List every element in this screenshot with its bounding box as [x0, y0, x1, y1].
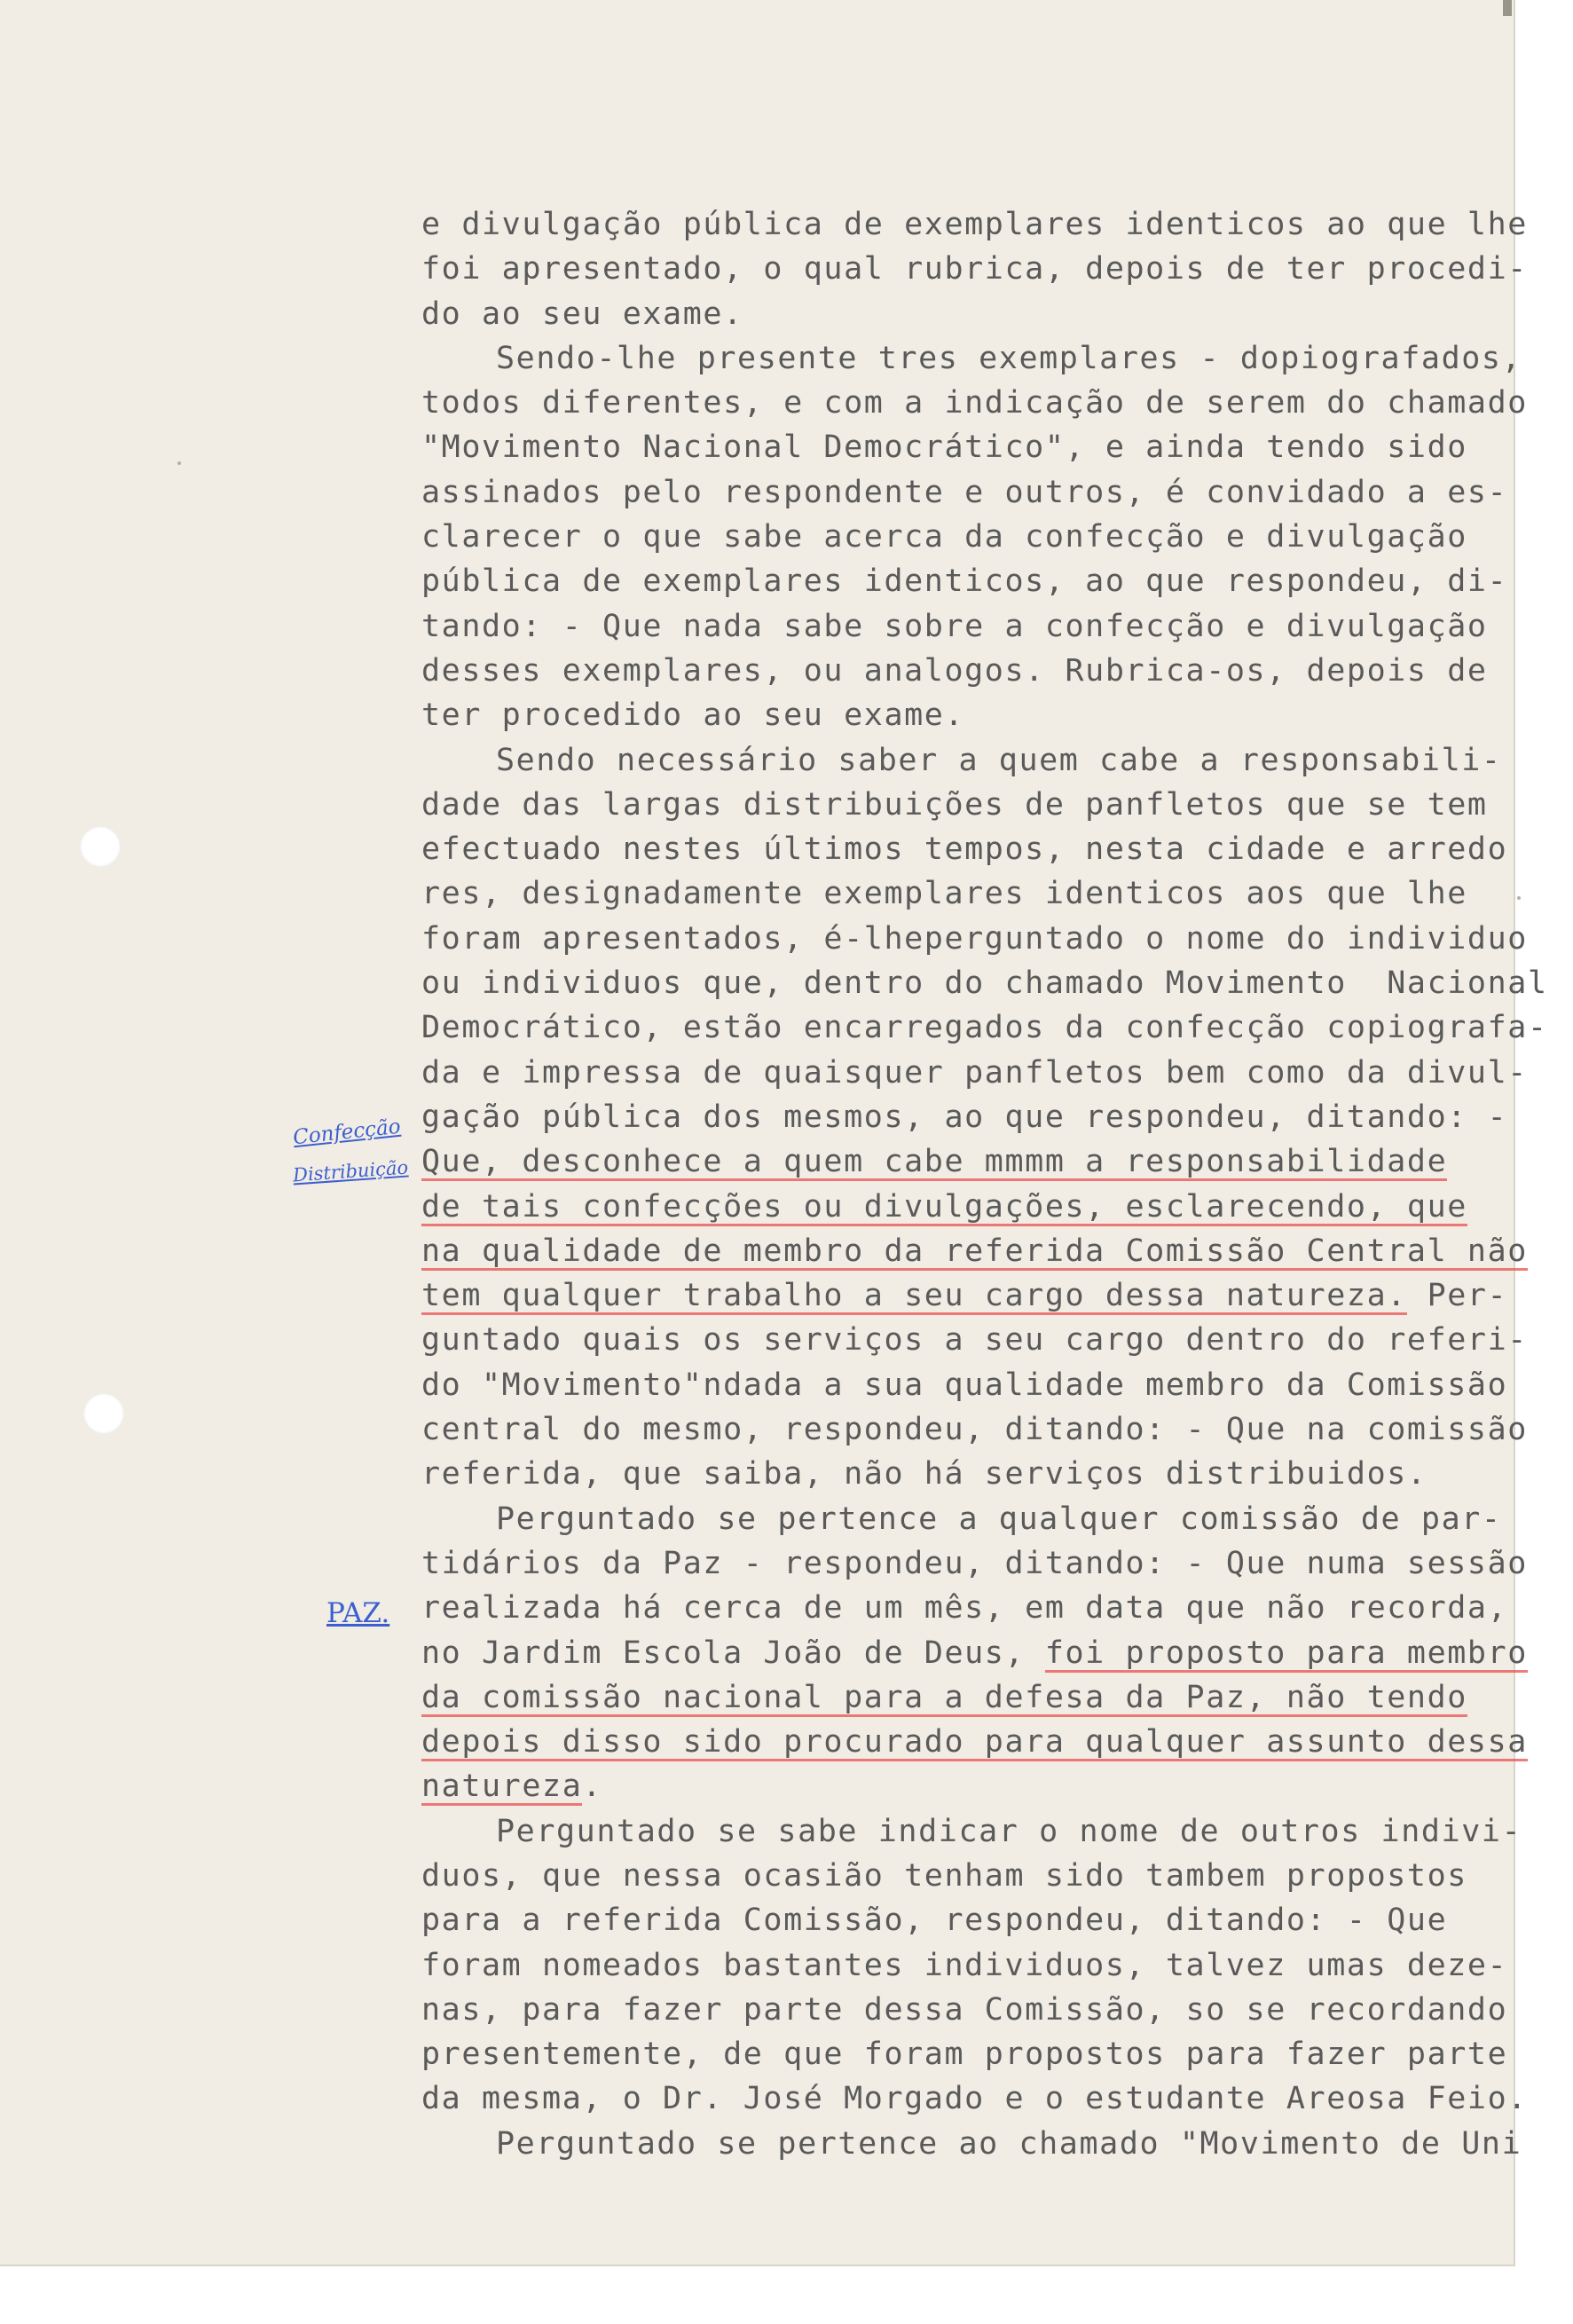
red-underlined-text: depois disso sido procurado para qualquer assunto dessa — [421, 1720, 1528, 1764]
red-underlined-text: da comissão nacional para a defesa da Paz, não tendo — [421, 1675, 1467, 1720]
text-line — [421, 917, 1528, 961]
text-line — [421, 1720, 1528, 1764]
red-underlined-text: natureza — [421, 1764, 582, 1808]
text-line — [421, 961, 1548, 1005]
text-line — [421, 1005, 1548, 1050]
text-line — [421, 1497, 1513, 1541]
text-line — [421, 247, 1528, 291]
text-line — [421, 202, 1528, 247]
text-segment: Sendo necessário saber a quem cabe a responsabili- — [496, 742, 1502, 778]
text-segment: central do mesmo, respondeu, ditando: - Que na comissão — [421, 1412, 1528, 1448]
text-line — [421, 1943, 1513, 1988]
text-line — [421, 738, 1513, 783]
text-line — [421, 1139, 1513, 1184]
text-line — [421, 693, 1513, 737]
red-underlined-text: de tais confecções ou divulgações, esclarecendo, que — [421, 1185, 1467, 1229]
text-segment: Per- — [1406, 1278, 1508, 1314]
text-segment: pública de exemplares identicos, ao que respondeu, di- — [421, 563, 1508, 600]
text-segment: clarecer o que sabe acerca da confecção e divulgação — [421, 519, 1467, 555]
text-segment: para a referida Comissão, respondeu, ditando: - Que — [421, 1903, 1448, 1939]
text-line — [421, 425, 1513, 469]
text-line — [421, 1273, 1513, 1318]
text-line — [421, 292, 1513, 336]
text-line — [421, 1363, 1513, 1407]
text-segment: do ao seu exame. — [421, 295, 743, 332]
text-line — [421, 649, 1513, 693]
text-line — [421, 1051, 1528, 1095]
text-segment: Perguntado se pertence ao chamado "Movimento de Uni — [496, 2125, 1522, 2162]
text-line — [421, 1452, 1513, 1496]
text-line — [421, 1988, 1513, 2032]
typewritten-text — [421, 202, 1548, 2166]
text-segment: presentemente, de que foram propostos para fazer parte — [421, 2036, 1508, 2073]
text-segment: Democrático, estão encarregados da confecção copiografa- — [421, 1010, 1548, 1046]
text-segment: da e impressa de quaisquer panfletos bem como da divul- — [421, 1054, 1528, 1091]
paper-speck — [1517, 896, 1521, 900]
text-line — [421, 2032, 1513, 2076]
margin-note-paz: PAZ. — [326, 1597, 390, 1629]
text-segment: . — [582, 1769, 603, 1805]
text-segment: foi apresentado, o qual rubrica, depois de ter procedi- — [421, 251, 1528, 288]
text-segment: nas, para fazer parte dessa Comissão, so se recordando — [421, 1991, 1508, 2028]
text-segment: res, designadamente exemplares identicos aos que lhe — [421, 876, 1467, 912]
text-line — [421, 470, 1513, 515]
text-segment: tidários da Paz - respondeu, ditando: - Que numa sessão — [421, 1545, 1528, 1581]
text-segment: assinados pelo respondente e outros, é convidado a es- — [421, 474, 1508, 510]
text-segment: todos diferentes, e com a indicação de serem do chamado — [421, 385, 1528, 421]
text-line — [421, 1631, 1528, 1675]
text-segment: Perguntado se pertence a qualquer comissão de par- — [496, 1501, 1502, 1537]
text-segment: guntado quais os serviços a seu cargo dentro do referi- — [421, 1322, 1528, 1359]
text-line — [421, 1229, 1528, 1273]
text-segment: dade das largas distribuições de panfletos que se tem — [421, 786, 1488, 823]
text-line — [421, 1898, 1513, 1942]
text-line — [421, 604, 1513, 649]
text-line — [421, 1586, 1513, 1630]
text-line — [421, 783, 1513, 827]
text-line — [421, 1318, 1528, 1362]
text-line — [421, 2122, 1522, 2166]
text-segment: foram nomeados bastantes individuos, talvez umas deze- — [421, 1947, 1508, 1983]
page-corner-mark — [1503, 0, 1512, 16]
red-underlined-text: foi proposto para membro — [1045, 1631, 1528, 1675]
text-segment: referida, que saiba, não há serviços distribuidos. — [421, 1456, 1427, 1493]
text-line — [421, 336, 1522, 381]
punch-hole-bottom — [83, 1393, 124, 1434]
text-segment: efectuado nestes últimos tempos, nesta cidade e arredo — [421, 831, 1508, 868]
text-segment: ou individuos que, dentro do chamado Movimento Nacional — [421, 965, 1548, 1002]
text-segment: ter procedido ao seu exame. — [421, 697, 965, 734]
text-segment: desses exemplares, ou analogos. Rubrica-os, depois de — [421, 652, 1488, 689]
text-line — [421, 871, 1513, 916]
text-line — [421, 827, 1513, 871]
text-segment: gação pública dos mesmos, ao que respondeu, ditando: - — [421, 1099, 1508, 1135]
red-underlined-text: Que, desconhece a quem cabe mmmm a responsabilidade — [421, 1139, 1447, 1184]
text-segment: realizada há cerca de um mês, em data que não recorda, — [421, 1590, 1508, 1627]
text-line — [421, 1675, 1513, 1720]
text-segment: e divulgação pública de exemplares identicos ao que lhe — [421, 207, 1528, 242]
red-underlined-text: tem qualquer trabalho a seu cargo dessa natureza. — [421, 1273, 1407, 1318]
punch-hole-top — [80, 826, 121, 867]
text-line — [421, 381, 1528, 425]
text-line — [421, 2076, 1528, 2121]
text-segment: do "Movimento"ndada a sua qualidade membro da Comissão — [421, 1367, 1508, 1403]
text-segment: Sendo-lhe presente tres exemplares - dopiografados, — [496, 340, 1522, 376]
text-segment: duos, que nessa ocasião tenham sido tambem propostos — [421, 1857, 1467, 1894]
text-segment: "Movimento Nacional Democrático", e ainda tendo sido — [421, 429, 1467, 466]
text-line — [421, 1854, 1513, 1898]
text-segment: da mesma, o Dr. José Morgado e o estudante Areosa Feio. — [421, 2081, 1528, 2117]
text-line — [421, 1809, 1522, 1854]
text-segment: no Jardim Escola João de Deus, — [421, 1635, 1045, 1671]
paper-speck — [177, 461, 181, 465]
text-line — [421, 1095, 1513, 1139]
red-underlined-text: na qualidade de membro da referida Comissão Central não — [421, 1229, 1528, 1273]
text-segment: foram apresentados, é-lheperguntado o nome do individuo — [421, 920, 1528, 957]
margin-note-distribuicao: Distribuição — [292, 1156, 409, 1186]
text-line — [421, 1407, 1528, 1452]
text-line — [421, 1185, 1513, 1229]
text-segment: Perguntado se sabe indicar o nome de outros indivi- — [496, 1813, 1522, 1849]
text-segment: tando: - Que nada sabe sobre a confecção e divulgação — [421, 608, 1488, 644]
text-line — [421, 1764, 1513, 1808]
text-line — [421, 559, 1513, 603]
text-line — [421, 1541, 1528, 1586]
text-line — [421, 515, 1513, 559]
margin-note-confeccao: Confecção — [291, 1115, 402, 1150]
